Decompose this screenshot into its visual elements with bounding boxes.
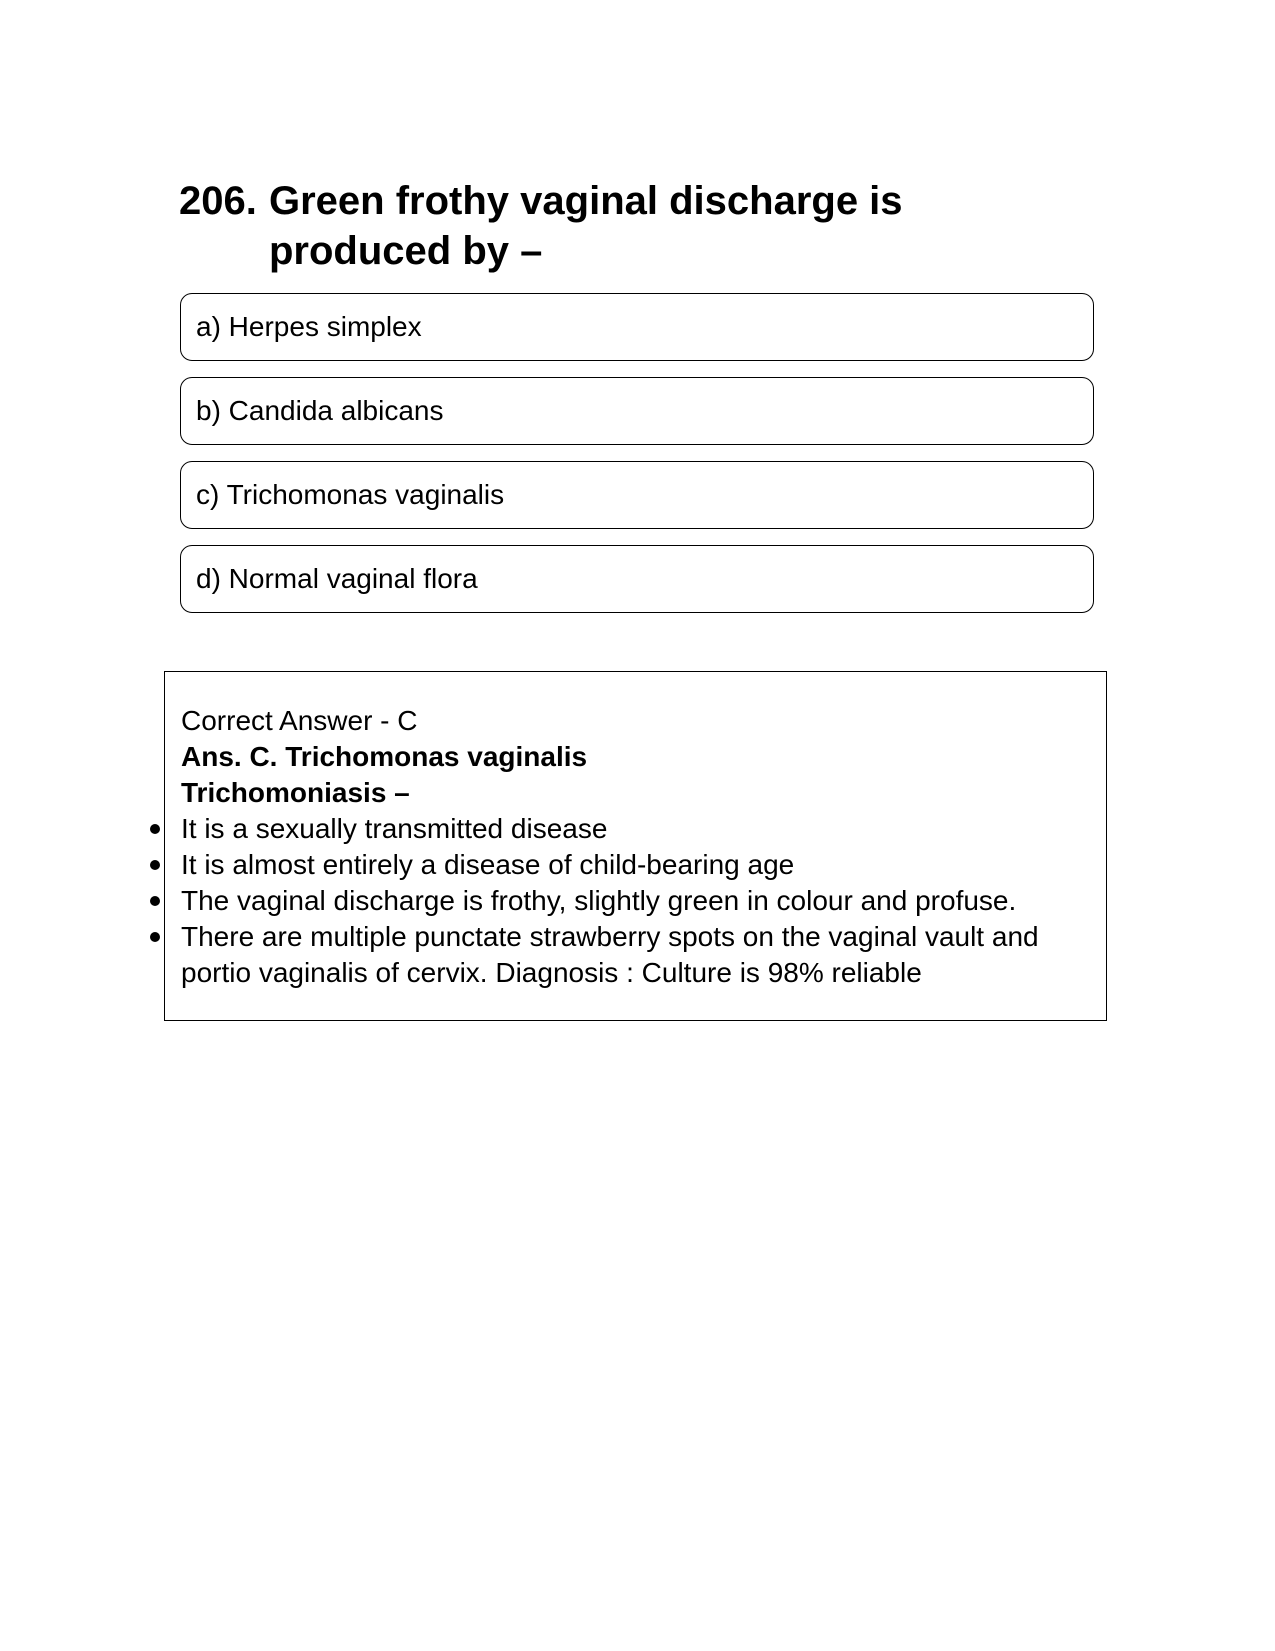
explanation-point [181, 811, 1101, 847]
question-text: Green frothy vaginal discharge is produced by – [269, 179, 903, 273]
explanation-point-text: It is a sexually transmitted disease [181, 813, 608, 844]
bullet-icon [150, 824, 160, 834]
explanation-point-text: The vaginal discharge is frothy, slightly green in colour and profuse. [181, 885, 1017, 916]
bullet-icon [150, 932, 160, 942]
explanation-point [181, 883, 1101, 919]
answer-heading: Ans. C. Trichomonas vaginalis [181, 741, 588, 772]
answer-explanation [181, 703, 1101, 991]
explanation-point-text: There are multiple punctate strawberry spots on the vaginal vault and portio vaginalis of cervix. Diagnosis : Culture is 98% reliable [181, 921, 1039, 988]
answer-subheading: Trichomoniasis – [181, 777, 410, 808]
option-b[interactable]: b) Candida albicans [180, 377, 1094, 445]
option-a[interactable]: a) Herpes simplex [180, 293, 1094, 361]
explanation-point-text: It is almost entirely a disease of child-bearing age [181, 849, 795, 880]
correct-answer-label: Correct Answer - C [181, 705, 418, 736]
bullet-icon [150, 896, 160, 906]
option-c[interactable]: c) Trichomonas vaginalis [180, 461, 1094, 529]
options-list [180, 293, 1094, 629]
explanation-point [181, 847, 1101, 883]
bullet-icon [150, 860, 160, 870]
option-d[interactable]: d) Normal vaginal flora [180, 545, 1094, 613]
explanation-point [181, 919, 1101, 991]
question-number: 206. [179, 179, 257, 223]
